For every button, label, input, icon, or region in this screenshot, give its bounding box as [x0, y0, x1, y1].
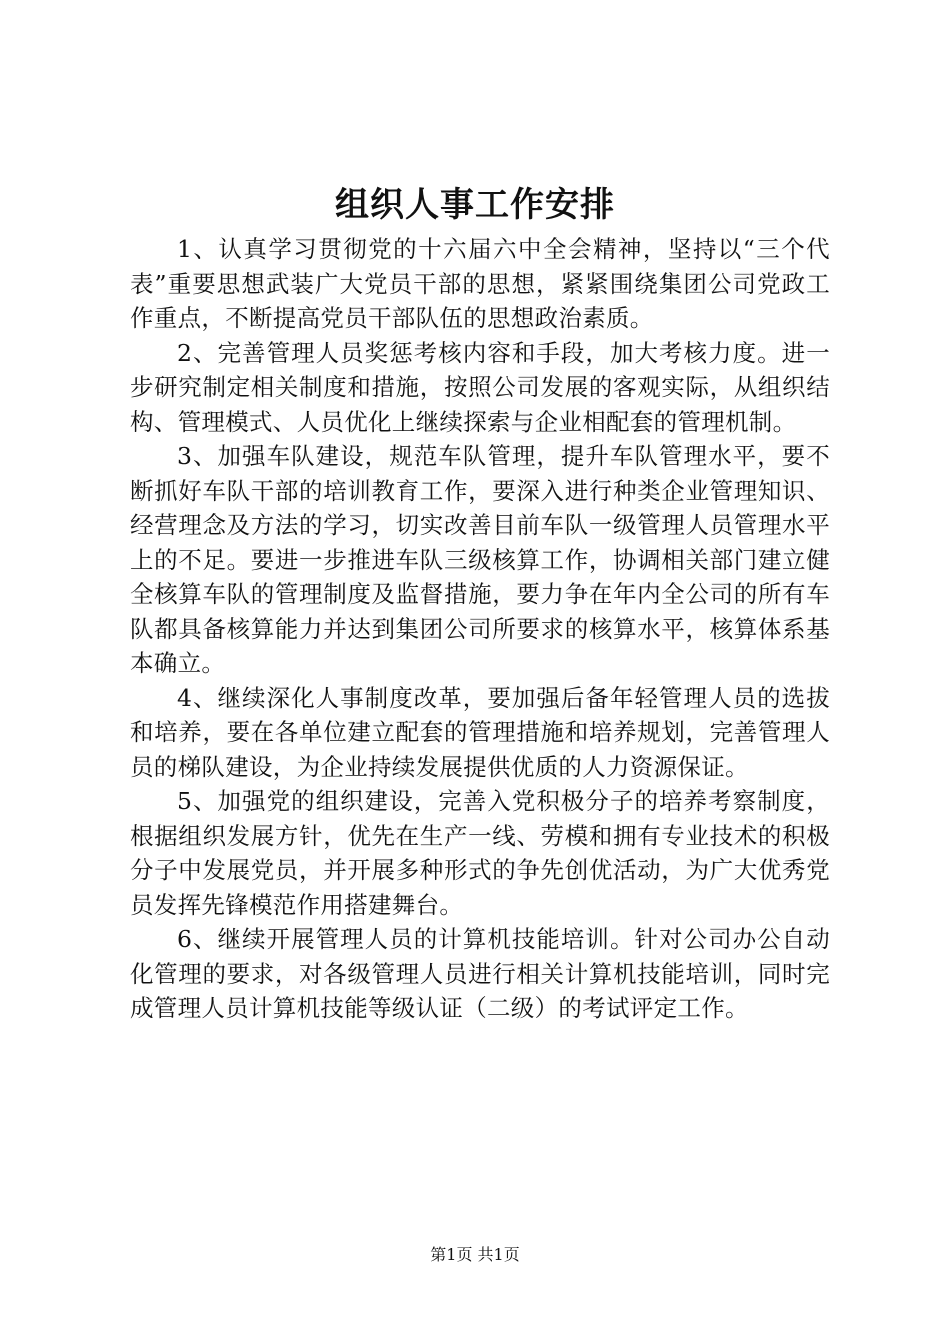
paragraph-4: 4、继续深化人事制度改革，要加强后备年轻管理人员的选拔和培养，要在各单位建立配套的管理措施和培养规划，完善管理人员的梯队建设，为企业持续发展提供优质的人力资源保证。	[130, 683, 830, 781]
page-footer: 第1页 共1页	[430, 1245, 520, 1264]
paragraph-5: 5、加强党的组织建设，完善入党积极分子的培养考察制度，根据组织发展方针，优先在生产一线、劳模和拥有专业技术的积极分子中发展党员，并开展多种形式的争先创优活动，为广大优秀党员发挥先锋模范作用搭建舞台。	[130, 787, 830, 919]
paragraph-3: 3、加强车队建设，规范车队管理，提升车队管理水平，要不断抓好车队干部的培训教育工作，要深入进行种类企业管理知识、经营理念及方法的学习，切实改善目前车队一级管理人员管理水平上的不足。要进一步推进车队三级核算工作，协调相关部门建立健全核算车队的管理制度及监督措施，要力争在年内全公司的所有车队都具备核算能力并达到集团公司所要求的核算水平，核算体系基本确立。	[130, 442, 830, 677]
paragraph-1: 1、认真学习贯彻党的十六届六中全会精神，坚持以“三个代表”重要思想武装广大党员干部的思想，紧紧围绕集团公司党政工作重点，不断提高党员干部队伍的思想政治素质。	[130, 235, 830, 332]
paragraph-2: 2、完善管理人员奖惩考核内容和手段，加大考核力度。进一步研究制定相关制度和措施，按照公司发展的客观实际，从组织结构、管理模式、人员优化上继续探索与企业相配套的管理机制。	[130, 338, 830, 436]
document-body	[130, 232, 830, 1026]
paragraph-6: 6、继续开展管理人员的计算机技能培训。针对公司办公自动化管理的要求，对各级管理人员进行相关计算机技能培训，同时完成管理人员计算机技能等级认证（二级）的考试评定工作。	[130, 925, 830, 1022]
document-title: 组织人事工作安排	[335, 185, 615, 225]
